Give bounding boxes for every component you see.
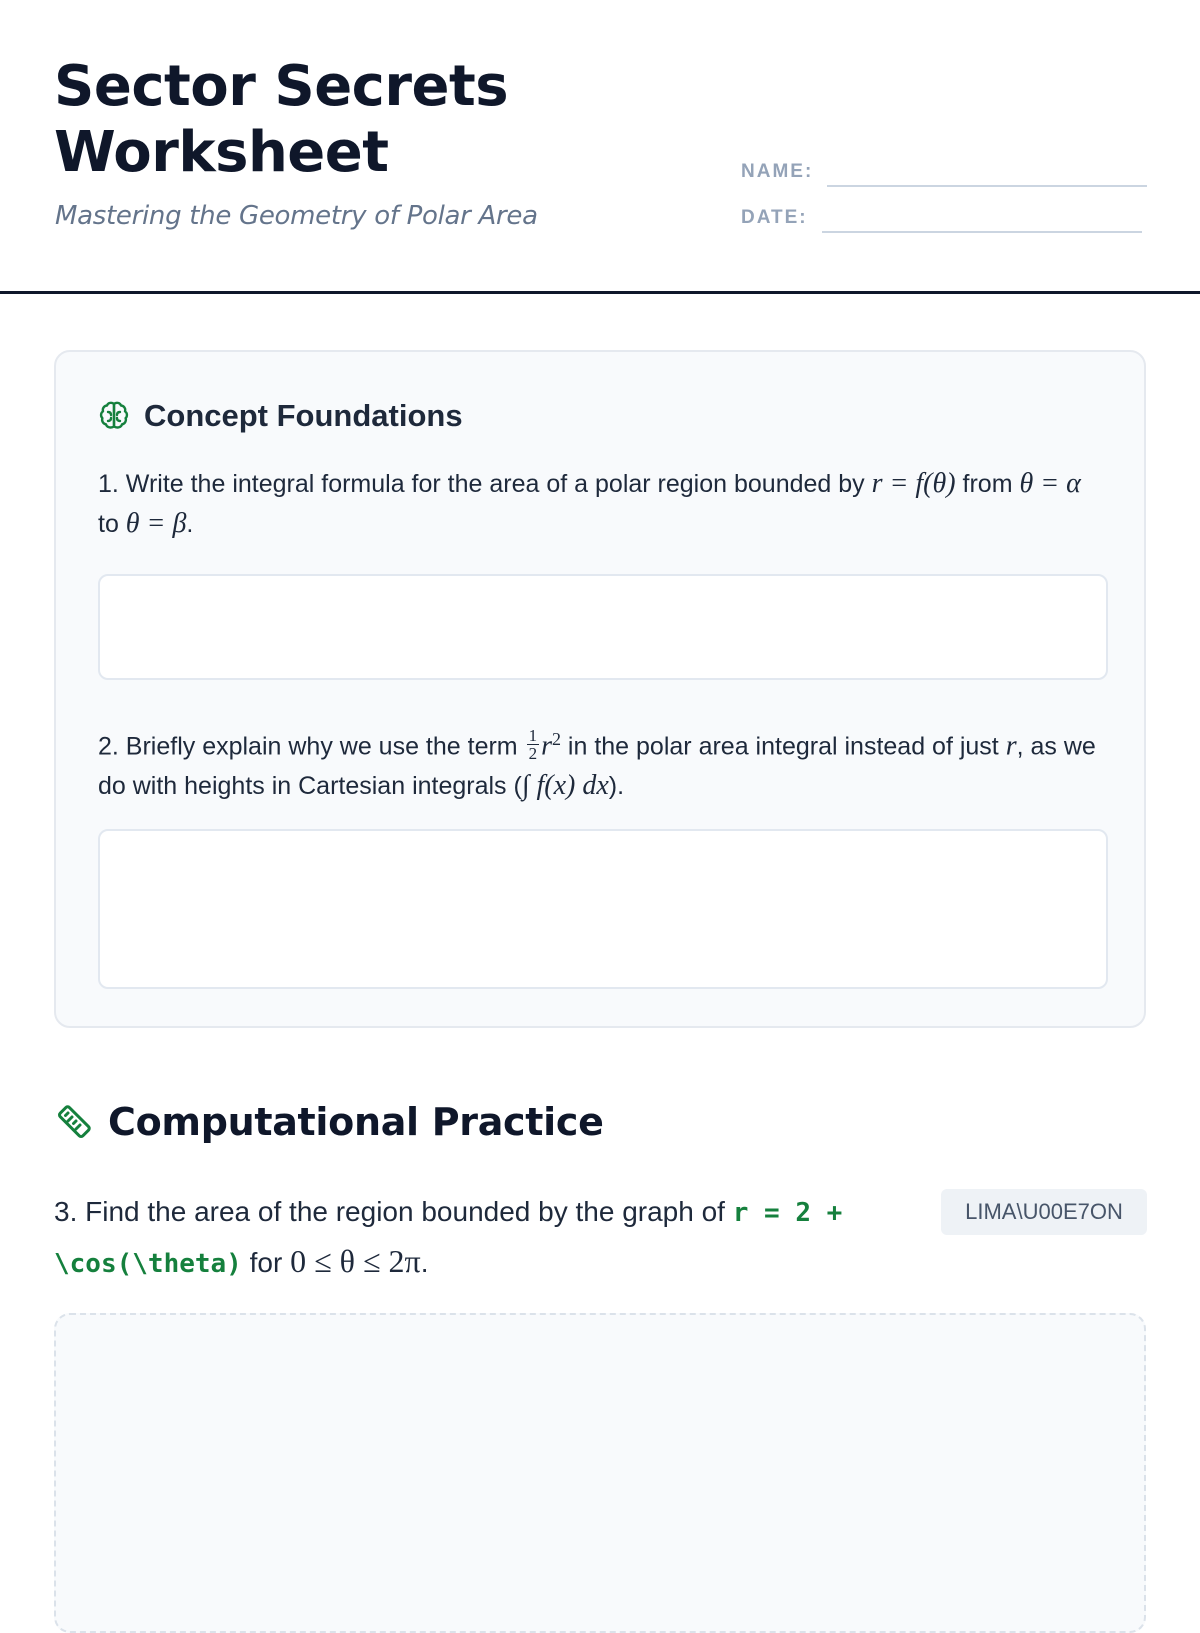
work-area[interactable] xyxy=(54,1313,1146,1633)
q1-text-b: from xyxy=(955,470,1020,498)
q1-text-d: . xyxy=(186,510,194,538)
page-subtitle: Mastering the Geometry of Polar Area xyxy=(55,201,538,231)
q2-exponent: 2 xyxy=(551,729,561,749)
date-field[interactable] xyxy=(822,231,1142,233)
q3-text-c: . xyxy=(420,1247,429,1278)
q1-math-upper: θ = β xyxy=(125,508,187,539)
fraction-denominator: 2 xyxy=(528,744,538,764)
q1-math-lower: θ = α xyxy=(1019,468,1081,499)
worksheet-header xyxy=(0,0,1200,294)
name-label: NAME: xyxy=(741,161,814,182)
answer-box-2[interactable] xyxy=(98,829,1108,989)
q2-text-a: 2. Briefly explain why we use the term xyxy=(98,732,525,761)
q3-math-interval: 0 ≤ θ ≤ 2π xyxy=(290,1243,421,1279)
q2-math-integral: ∫ f(x) dx xyxy=(521,770,609,802)
question-3 xyxy=(54,1188,914,1288)
answer-box-1[interactable] xyxy=(98,574,1108,680)
question-1 xyxy=(98,464,1098,544)
concept-foundations-card xyxy=(54,350,1146,1028)
q2-text-d: ). xyxy=(608,772,625,801)
practice-heading-text: Computational Practice xyxy=(108,1100,604,1144)
fraction-numerator: 1 xyxy=(528,726,538,746)
date-row xyxy=(741,205,1142,231)
question-2 xyxy=(98,719,1098,806)
name-row xyxy=(741,159,1147,185)
q1-text-c: to xyxy=(98,510,126,538)
concept-heading-text: Concept Foundations xyxy=(144,398,463,433)
q2-fraction xyxy=(527,727,540,762)
q3-text-b: for xyxy=(241,1247,291,1278)
q3-text-a: 3. Find the area of the region bounded by the graph of xyxy=(54,1196,733,1227)
q2-text-c: , as we do with heights in Cartesian integrals ( xyxy=(98,732,1096,801)
q2-math-r: r xyxy=(541,730,552,762)
q1-text-a: 1. Write the integral formula for the area of a polar region bounded by xyxy=(98,470,872,498)
q2-math-r-plain: r xyxy=(1005,730,1017,762)
q1-math-curve: r = f(θ) xyxy=(871,468,956,499)
date-label: DATE: xyxy=(741,207,808,228)
q2-text-b: in the polar area integral instead of just xyxy=(560,732,1006,761)
page-title: Sector Secrets Worksheet xyxy=(54,54,509,185)
curve-type-tag: LIMA\U00E7ON xyxy=(941,1189,1147,1235)
practice-heading xyxy=(54,1098,604,1146)
concept-heading xyxy=(98,396,463,436)
q3-code-equation: r = 2 + \cos(\theta) xyxy=(54,1198,843,1279)
name-field[interactable] xyxy=(827,185,1147,187)
ruler-icon xyxy=(54,1102,94,1142)
brain-icon xyxy=(98,400,130,432)
